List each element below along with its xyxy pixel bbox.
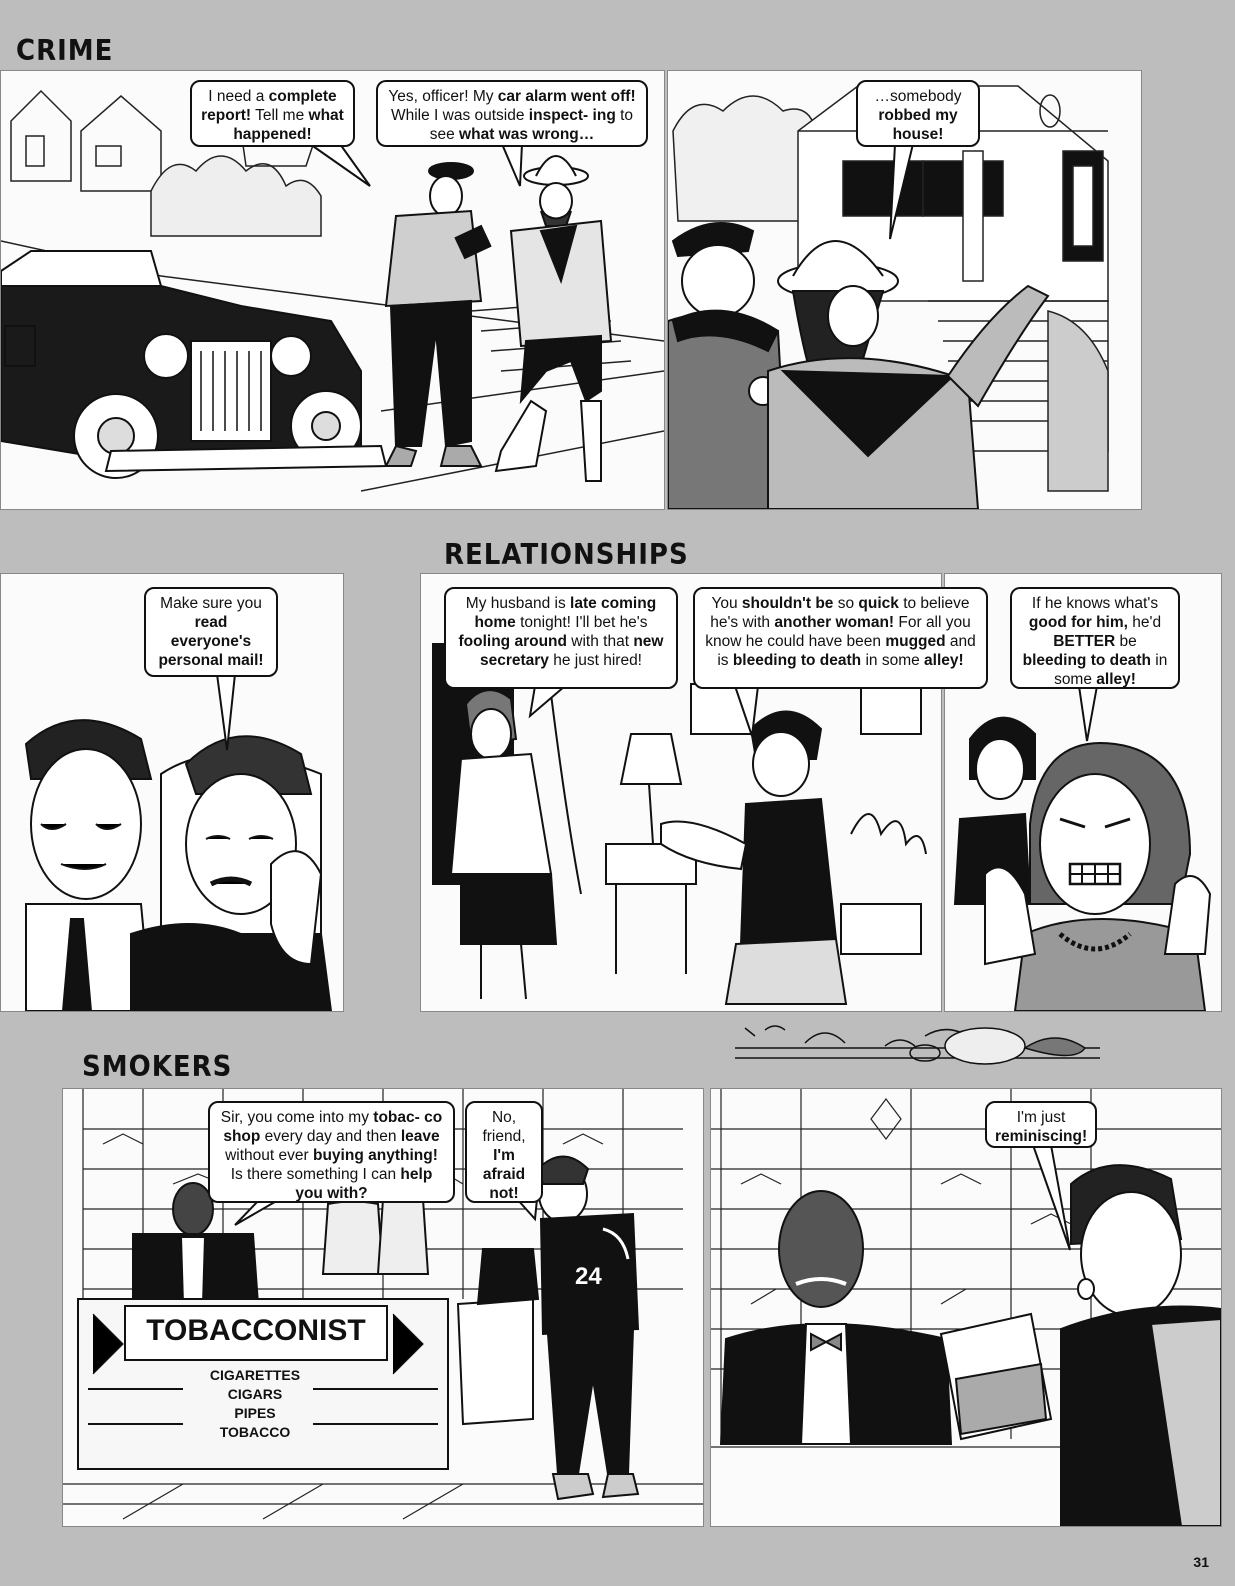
product-cigarettes: CIGARETTES	[209, 1367, 301, 1383]
relationships-bubble-friend: You shouldn't be so quick to believe he's with another woman! For all you know he could have been mugged and is bleeding to death in some alley!	[693, 587, 988, 689]
relationships-bubble-tail-3	[730, 686, 770, 741]
relationships-bubble-angry-wife: If he knows what's good for him, he'd BETTER be bleeding to death in some alley!	[1010, 587, 1180, 689]
page-number: 31	[1193, 1554, 1209, 1570]
crime-bubble-tail-1	[300, 144, 380, 189]
relationships-bubble-wife: My husband is late coming home tonight! I'll bet he's fooling around with that new secretary he just hired!	[444, 587, 678, 689]
smokers-bubble-tail-1	[230, 1199, 290, 1229]
crime-bubble-tail-2	[500, 144, 530, 189]
crime-bubble-tail-3	[885, 144, 925, 244]
relationships-bubble-tail-4	[1075, 686, 1105, 746]
tobacconist-product-list	[205, 1360, 305, 1462]
smokers-scene-2-art	[711, 1089, 1221, 1526]
smokers-bubble-shopkeeper: Sir, you come into my tobac- co shop every day and then leave without ever buying anything! Is there something I can help you with?	[208, 1101, 455, 1203]
jersey-number: 24	[575, 1263, 602, 1290]
smokers-bubble-tail-3	[1025, 1145, 1075, 1255]
product-pipes: PIPES	[234, 1405, 276, 1421]
smokers-bubble-customer: No, friend, I'm afraid not!	[465, 1101, 543, 1203]
relationships-bubble-tail-1	[215, 674, 245, 754]
relationships-bubble-tail-2	[525, 686, 575, 721]
smokers-panel-2	[710, 1088, 1222, 1527]
marginal-doodle-strip	[735, 1018, 1100, 1078]
product-cigars: CIGARS	[227, 1386, 283, 1402]
relationships-bubble-whisper: Make sure you read everyone's personal mail!	[144, 587, 278, 677]
crime-bubble-cowboy-2: …somebody robbed my house!	[856, 80, 980, 147]
smokers-bubble-customer-2: I'm just reminiscing!	[985, 1101, 1097, 1148]
section-title-smokers: SMOKERS	[82, 1050, 233, 1084]
section-title-crime: CRIME	[16, 34, 114, 68]
crime-bubble-officer-1: I need a complete report! Tell me what happened!	[190, 80, 355, 147]
product-tobacco: TOBACCO	[219, 1424, 291, 1440]
section-title-relationships: RELATIONSHIPS	[444, 538, 689, 572]
crime-bubble-cowboy-1: Yes, officer! My car alarm went off! While I was outside inspect- ing to see what was wrong…	[376, 80, 648, 147]
tobacconist-sign: TOBACCONIST	[124, 1305, 388, 1361]
